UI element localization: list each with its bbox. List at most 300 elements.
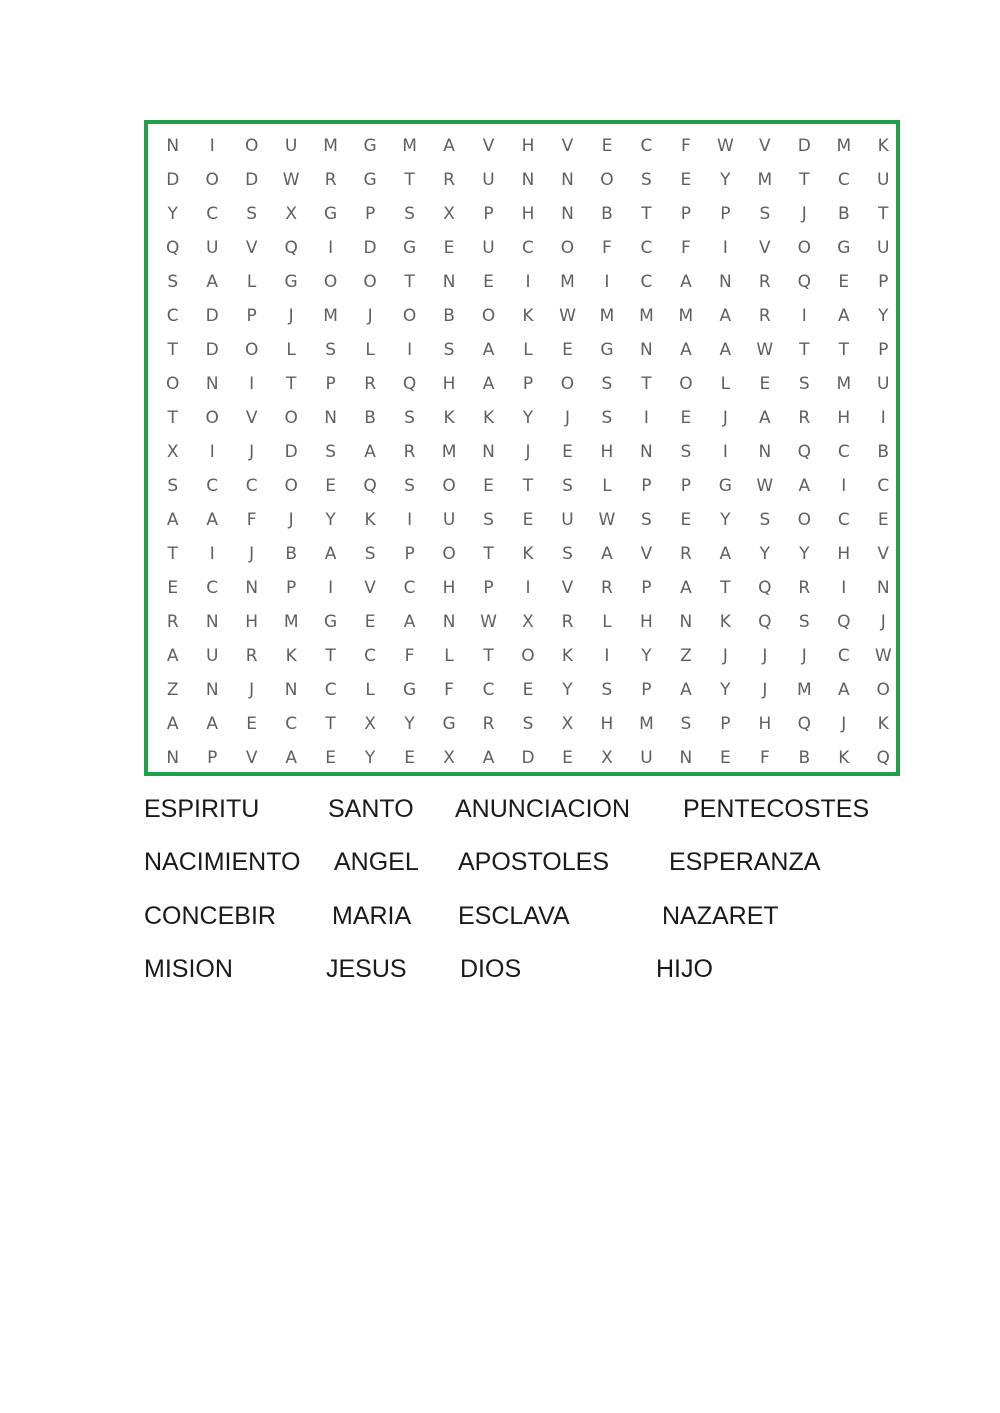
grid-cell[interactable]: I	[525, 578, 531, 598]
grid-cell[interactable]: J	[249, 442, 255, 462]
grid-cell[interactable]: E	[759, 374, 771, 394]
grid-cell[interactable]: J	[722, 408, 728, 428]
grid-cell[interactable]: W	[874, 646, 892, 666]
grid-cell[interactable]: C	[640, 136, 653, 156]
grid-cell[interactable]: Q	[758, 578, 772, 598]
grid-cell[interactable]: J	[249, 680, 255, 700]
grid-cell[interactable]: J	[367, 306, 373, 326]
grid-cell[interactable]: G	[363, 136, 377, 156]
grid-cell[interactable]: V	[759, 136, 771, 156]
grid-cell[interactable]: P	[641, 680, 652, 700]
grid-cell[interactable]: X	[601, 748, 613, 768]
grid-cell[interactable]: H	[600, 714, 614, 734]
grid-cell[interactable]: X	[443, 204, 455, 224]
grid-cell[interactable]: Y	[878, 306, 889, 326]
grid-cell[interactable]: I	[209, 136, 215, 156]
grid-cell[interactable]: X	[364, 714, 376, 734]
grid-cell[interactable]: H	[837, 544, 851, 564]
grid-cell[interactable]: S	[483, 510, 494, 530]
grid-cell[interactable]: O	[481, 306, 496, 326]
grid-cell[interactable]: H	[521, 204, 535, 224]
grid-cell[interactable]: E	[719, 748, 731, 768]
grid-cell[interactable]: M	[836, 136, 852, 156]
grid-cell[interactable]: V	[561, 136, 574, 156]
grid-cell[interactable]: G	[442, 714, 456, 734]
grid-cell[interactable]: N	[166, 748, 180, 768]
grid-cell[interactable]: I	[249, 374, 255, 394]
grid-cell[interactable]: O	[442, 544, 456, 564]
grid-cell[interactable]: R	[443, 170, 455, 190]
grid-cell[interactable]: P	[207, 748, 218, 768]
grid-cell[interactable]: Y	[562, 680, 573, 700]
grid-cell[interactable]: J	[841, 714, 847, 734]
grid-cell[interactable]: J	[722, 646, 728, 666]
grid-cell[interactable]: J	[249, 544, 255, 564]
grid-cell[interactable]: S	[562, 544, 573, 564]
grid-cell[interactable]: S	[641, 170, 652, 190]
grid-cell[interactable]: P	[878, 340, 889, 360]
grid-cell[interactable]: M	[639, 306, 654, 326]
grid-cell[interactable]: A	[837, 306, 850, 326]
grid-cell[interactable]: M	[323, 306, 338, 326]
grid-cell[interactable]: U	[561, 510, 574, 530]
grid-cell[interactable]: N	[442, 612, 456, 632]
grid-cell[interactable]: U	[640, 748, 653, 768]
grid-cell[interactable]: P	[878, 272, 889, 292]
grid-cell[interactable]: S	[798, 612, 810, 632]
grid-cell[interactable]: K	[561, 646, 574, 666]
grid-cell[interactable]: T	[641, 204, 652, 224]
grid-cell[interactable]: I	[722, 238, 728, 258]
grid-cell[interactable]: N	[640, 442, 653, 462]
grid-cell[interactable]: P	[483, 578, 494, 598]
grid-cell[interactable]: L	[602, 612, 612, 632]
grid-cell[interactable]: H	[442, 374, 456, 394]
grid-cell[interactable]: D	[205, 340, 219, 360]
grid-cell[interactable]: Y	[522, 408, 534, 428]
grid-cell[interactable]: S	[759, 204, 771, 224]
grid-cell[interactable]: S	[167, 272, 179, 292]
grid-cell[interactable]: M	[323, 136, 338, 156]
grid-cell[interactable]: U	[205, 646, 219, 666]
grid-cell[interactable]: A	[680, 272, 692, 292]
grid-cell[interactable]: E	[325, 748, 336, 768]
grid-cell[interactable]: Y	[641, 646, 652, 666]
grid-cell[interactable]: O	[323, 272, 338, 292]
grid-cell[interactable]: C	[877, 476, 890, 496]
grid-cell[interactable]: V	[245, 748, 258, 768]
grid-cell[interactable]: E	[601, 136, 613, 156]
grid-cell[interactable]: B	[364, 408, 376, 428]
grid-cell[interactable]: S	[404, 204, 415, 224]
grid-cell[interactable]: L	[246, 272, 257, 292]
grid-cell[interactable]: A	[601, 544, 613, 564]
grid-cell[interactable]: Y	[167, 204, 178, 224]
grid-cell[interactable]: R	[758, 306, 771, 326]
grid-cell[interactable]: E	[562, 442, 573, 462]
grid-cell[interactable]: N	[521, 170, 535, 190]
grid-cell[interactable]: O	[797, 510, 811, 530]
grid-cell[interactable]: A	[443, 136, 455, 156]
grid-cell[interactable]: P	[641, 476, 652, 496]
grid-cell[interactable]: J	[880, 612, 886, 632]
grid-cell[interactable]: D	[166, 170, 180, 190]
grid-cell[interactable]: S	[364, 544, 376, 564]
grid-cell[interactable]: R	[798, 408, 811, 428]
grid-cell[interactable]: C	[206, 476, 219, 496]
grid-cell[interactable]: I	[407, 340, 413, 360]
grid-cell[interactable]: T	[483, 646, 494, 666]
grid-cell[interactable]: J	[525, 442, 531, 462]
grid-cell[interactable]: T	[522, 476, 534, 496]
grid-cell[interactable]: T	[483, 544, 494, 564]
grid-cell[interactable]: K	[482, 408, 495, 428]
grid-cell[interactable]: T	[838, 340, 849, 360]
grid-cell[interactable]: K	[364, 510, 376, 530]
grid-cell[interactable]: O	[797, 238, 811, 258]
grid-cell[interactable]: F	[246, 510, 257, 530]
grid-cell[interactable]: I	[328, 578, 334, 598]
grid-cell[interactable]: A	[364, 442, 376, 462]
grid-cell[interactable]: Y	[759, 544, 771, 564]
grid-cell[interactable]: S	[601, 374, 613, 394]
grid-cell[interactable]: F	[681, 238, 691, 258]
grid-cell[interactable]: I	[328, 238, 334, 258]
grid-cell[interactable]: C	[364, 646, 377, 666]
grid-cell[interactable]: A	[719, 340, 732, 360]
grid-cell[interactable]: H	[758, 714, 772, 734]
grid-cell[interactable]: I	[643, 408, 649, 428]
grid-cell[interactable]: I	[722, 442, 728, 462]
grid-cell[interactable]: S	[404, 408, 415, 428]
grid-cell[interactable]: F	[602, 238, 612, 258]
grid-cell[interactable]: I	[880, 408, 886, 428]
grid-cell[interactable]: S	[522, 714, 534, 734]
grid-cell[interactable]: F	[404, 646, 415, 666]
grid-cell[interactable]: L	[720, 374, 731, 394]
grid-cell[interactable]: M	[599, 306, 615, 326]
grid-cell[interactable]: E	[680, 510, 692, 530]
grid-cell[interactable]: T	[167, 340, 178, 360]
grid-cell[interactable]: L	[365, 680, 375, 700]
grid-cell[interactable]: C	[245, 476, 258, 496]
grid-cell[interactable]: V	[245, 238, 258, 258]
grid-cell[interactable]: G	[363, 170, 377, 190]
grid-cell[interactable]: T	[641, 374, 652, 394]
grid-cell[interactable]: C	[837, 510, 850, 530]
grid-cell[interactable]: A	[798, 476, 811, 496]
grid-cell[interactable]: G	[402, 680, 417, 700]
grid-cell[interactable]: A	[285, 748, 297, 768]
grid-cell[interactable]: L	[365, 340, 375, 360]
grid-cell[interactable]: V	[245, 408, 258, 428]
grid-cell[interactable]: U	[205, 238, 219, 258]
grid-cell[interactable]: C	[206, 578, 219, 598]
grid-cell[interactable]: N	[679, 612, 693, 632]
grid-cell[interactable]: Q	[758, 612, 772, 632]
grid-cell[interactable]: B	[601, 204, 613, 224]
grid-cell[interactable]: N	[205, 680, 219, 700]
grid-cell[interactable]: C	[324, 680, 337, 700]
grid-cell[interactable]: Y	[799, 544, 810, 564]
grid-cell[interactable]: A	[759, 408, 771, 428]
grid-cell[interactable]: P	[286, 578, 297, 598]
grid-cell[interactable]: U	[482, 238, 495, 258]
grid-cell[interactable]: F	[681, 136, 691, 156]
grid-cell[interactable]: M	[283, 612, 299, 632]
grid-cell[interactable]: V	[364, 578, 376, 598]
grid-cell[interactable]: O	[166, 374, 180, 394]
grid-cell[interactable]: A	[206, 510, 219, 530]
grid-cell[interactable]: N	[561, 170, 574, 190]
grid-cell[interactable]: R	[798, 578, 811, 598]
grid-cell[interactable]: M	[757, 170, 773, 190]
grid-cell[interactable]: N	[245, 578, 259, 598]
grid-cell[interactable]: A	[680, 680, 692, 700]
grid-cell[interactable]: N	[205, 612, 219, 632]
grid-cell[interactable]: E	[483, 272, 494, 292]
grid-cell[interactable]: O	[560, 238, 575, 258]
grid-cell[interactable]: I	[604, 646, 610, 666]
grid-cell[interactable]: K	[877, 136, 889, 156]
grid-cell[interactable]: T	[799, 170, 810, 190]
grid-cell[interactable]: E	[404, 748, 415, 768]
grid-cell[interactable]: R	[482, 714, 495, 734]
grid-cell[interactable]: T	[167, 408, 178, 428]
grid-cell[interactable]: T	[878, 204, 889, 224]
grid-cell[interactable]: M	[402, 136, 417, 156]
grid-cell[interactable]: M	[836, 374, 852, 394]
grid-cell[interactable]: I	[604, 272, 610, 292]
grid-cell[interactable]: O	[284, 476, 298, 496]
grid-cell[interactable]: O	[205, 170, 219, 190]
grid-cell[interactable]: A	[680, 340, 692, 360]
grid-cell[interactable]: B	[285, 544, 297, 564]
grid-cell[interactable]: W	[756, 476, 774, 496]
grid-cell[interactable]: X	[285, 204, 297, 224]
grid-cell[interactable]: L	[286, 340, 296, 360]
grid-cell[interactable]: Q	[284, 238, 298, 258]
grid-cell[interactable]: E	[562, 748, 573, 768]
grid-cell[interactable]: D	[797, 136, 811, 156]
grid-cell[interactable]: R	[601, 578, 613, 598]
grid-cell[interactable]: V	[482, 136, 495, 156]
grid-cell[interactable]: W	[756, 340, 774, 360]
grid-cell[interactable]: C	[837, 442, 850, 462]
grid-cell[interactable]: T	[404, 170, 415, 190]
grid-cell[interactable]: L	[602, 476, 612, 496]
grid-cell[interactable]: V	[561, 578, 574, 598]
grid-cell[interactable]: R	[245, 646, 258, 666]
grid-cell[interactable]: S	[601, 680, 613, 700]
grid-cell[interactable]: R	[403, 442, 416, 462]
grid-cell[interactable]: G	[402, 238, 417, 258]
grid-cell[interactable]: P	[680, 204, 692, 224]
grid-cell[interactable]: T	[404, 272, 415, 292]
grid-cell[interactable]: U	[442, 510, 456, 530]
grid-cell[interactable]: H	[837, 408, 851, 428]
grid-cell[interactable]: O	[442, 476, 456, 496]
grid-cell[interactable]: P	[720, 714, 731, 734]
grid-cell[interactable]: J	[288, 306, 294, 326]
grid-cell[interactable]: G	[600, 340, 614, 360]
grid-cell[interactable]: W	[598, 510, 616, 530]
grid-cell[interactable]: R	[364, 374, 376, 394]
grid-cell[interactable]: G	[718, 476, 732, 496]
grid-cell[interactable]: J	[288, 510, 294, 530]
grid-cell[interactable]: O	[244, 136, 259, 156]
grid-cell[interactable]: W	[282, 170, 300, 190]
grid-cell[interactable]: I	[209, 544, 215, 564]
grid-cell[interactable]: T	[799, 340, 810, 360]
grid-cell[interactable]: Y	[720, 510, 731, 530]
grid-cell[interactable]: S	[325, 340, 337, 360]
grid-cell[interactable]: R	[166, 612, 179, 632]
grid-cell[interactable]: C	[166, 306, 179, 326]
grid-cell[interactable]: D	[245, 170, 259, 190]
grid-cell[interactable]: N	[719, 272, 732, 292]
grid-cell[interactable]: H	[640, 612, 653, 632]
grid-cell[interactable]: N	[442, 272, 456, 292]
grid-cell[interactable]: P	[325, 374, 336, 394]
grid-cell[interactable]: P	[246, 306, 257, 326]
grid-cell[interactable]: B	[798, 748, 811, 768]
grid-cell[interactable]: S	[404, 476, 415, 496]
grid-cell[interactable]: R	[679, 544, 692, 564]
grid-cell[interactable]: V	[759, 238, 771, 258]
grid-cell[interactable]: E	[680, 408, 692, 428]
grid-cell[interactable]: T	[720, 578, 731, 598]
grid-cell[interactable]: C	[522, 238, 534, 258]
grid-cell[interactable]: T	[167, 544, 178, 564]
grid-cell[interactable]: S	[601, 408, 613, 428]
grid-cell[interactable]: P	[522, 374, 534, 394]
grid-cell[interactable]: F	[444, 680, 454, 700]
grid-cell[interactable]: X	[443, 748, 455, 768]
grid-cell[interactable]: E	[562, 340, 573, 360]
grid-cell[interactable]: Y	[404, 714, 415, 734]
grid-cell[interactable]: P	[483, 204, 494, 224]
grid-cell[interactable]: A	[206, 714, 219, 734]
grid-cell[interactable]: S	[167, 476, 179, 496]
grid-cell[interactable]: U	[284, 136, 298, 156]
grid-cell[interactable]: A	[403, 612, 416, 632]
grid-cell[interactable]: O	[284, 408, 298, 428]
grid-cell[interactable]: Y	[364, 748, 376, 768]
grid-cell[interactable]: S	[443, 340, 455, 360]
grid-cell[interactable]: Q	[166, 238, 180, 258]
grid-cell[interactable]: A	[680, 578, 692, 598]
grid-cell[interactable]: D	[521, 748, 535, 768]
grid-cell[interactable]: S	[680, 442, 692, 462]
letter-grid[interactable]	[153, 129, 903, 775]
grid-cell[interactable]: A	[166, 510, 179, 530]
grid-cell[interactable]: A	[166, 646, 179, 666]
grid-cell[interactable]: Y	[325, 510, 336, 530]
grid-cell[interactable]: A	[324, 544, 337, 564]
grid-cell[interactable]: Q	[402, 374, 417, 394]
grid-cell[interactable]: S	[798, 374, 810, 394]
grid-cell[interactable]: N	[166, 136, 180, 156]
grid-cell[interactable]: E	[838, 272, 850, 292]
grid-cell[interactable]: C	[837, 646, 850, 666]
grid-cell[interactable]: O	[600, 170, 614, 190]
grid-cell[interactable]: N	[758, 442, 772, 462]
grid-cell[interactable]: G	[324, 204, 338, 224]
grid-cell[interactable]: D	[363, 238, 377, 258]
grid-cell[interactable]: L	[523, 340, 533, 360]
grid-cell[interactable]: S	[759, 510, 771, 530]
grid-cell[interactable]: C	[285, 714, 298, 734]
grid-cell[interactable]: N	[482, 442, 495, 462]
grid-cell[interactable]: Z	[680, 646, 692, 666]
grid-cell[interactable]: V	[877, 544, 890, 564]
grid-cell[interactable]: A	[482, 340, 495, 360]
grid-cell[interactable]: M	[441, 442, 457, 462]
grid-cell[interactable]: G	[284, 272, 298, 292]
grid-cell[interactable]: U	[877, 170, 890, 190]
grid-cell[interactable]: J	[801, 646, 807, 666]
grid-cell[interactable]: Q	[876, 748, 890, 768]
grid-cell[interactable]: P	[720, 204, 731, 224]
grid-cell[interactable]: U	[877, 238, 890, 258]
grid-cell[interactable]: H	[600, 442, 614, 462]
grid-cell[interactable]: E	[443, 238, 455, 258]
grid-cell[interactable]: R	[561, 612, 574, 632]
grid-cell[interactable]: O	[521, 646, 535, 666]
grid-cell[interactable]: B	[837, 204, 850, 224]
grid-cell[interactable]: F	[759, 748, 770, 768]
grid-cell[interactable]: K	[522, 306, 534, 326]
grid-cell[interactable]: H	[521, 136, 535, 156]
grid-cell[interactable]: E	[483, 476, 494, 496]
grid-cell[interactable]: I	[801, 306, 807, 326]
grid-cell[interactable]: O	[560, 374, 575, 394]
grid-cell[interactable]: S	[562, 476, 573, 496]
grid-cell[interactable]: R	[324, 170, 337, 190]
grid-cell[interactable]: E	[364, 612, 376, 632]
grid-cell[interactable]: O	[205, 408, 219, 428]
grid-cell[interactable]: N	[205, 374, 219, 394]
grid-cell[interactable]: M	[639, 714, 654, 734]
grid-cell[interactable]: M	[678, 306, 694, 326]
grid-cell[interactable]: V	[640, 544, 653, 564]
grid-cell[interactable]: W	[480, 612, 497, 632]
grid-cell[interactable]: K	[838, 748, 850, 768]
grid-cell[interactable]: O	[244, 340, 259, 360]
grid-cell[interactable]: A	[482, 748, 495, 768]
grid-cell[interactable]: K	[285, 646, 297, 666]
grid-cell[interactable]: B	[443, 306, 455, 326]
grid-cell[interactable]: Z	[166, 680, 179, 700]
grid-cell[interactable]: Q	[797, 272, 811, 292]
grid-cell[interactable]: M	[796, 680, 812, 700]
grid-cell[interactable]: C	[640, 272, 653, 292]
grid-cell[interactable]: T	[285, 374, 297, 394]
grid-cell[interactable]: A	[166, 714, 179, 734]
grid-cell[interactable]: N	[324, 408, 337, 428]
grid-cell[interactable]: E	[246, 714, 258, 734]
grid-cell[interactable]: Y	[720, 680, 731, 700]
grid-cell[interactable]: N	[876, 578, 890, 598]
grid-cell[interactable]: O	[876, 680, 890, 700]
grid-cell[interactable]: T	[325, 714, 336, 734]
grid-cell[interactable]: A	[837, 680, 850, 700]
grid-cell[interactable]: Q	[797, 442, 811, 462]
grid-cell[interactable]: S	[680, 714, 692, 734]
grid-cell[interactable]: K	[719, 612, 731, 632]
grid-cell[interactable]: X	[561, 714, 574, 734]
